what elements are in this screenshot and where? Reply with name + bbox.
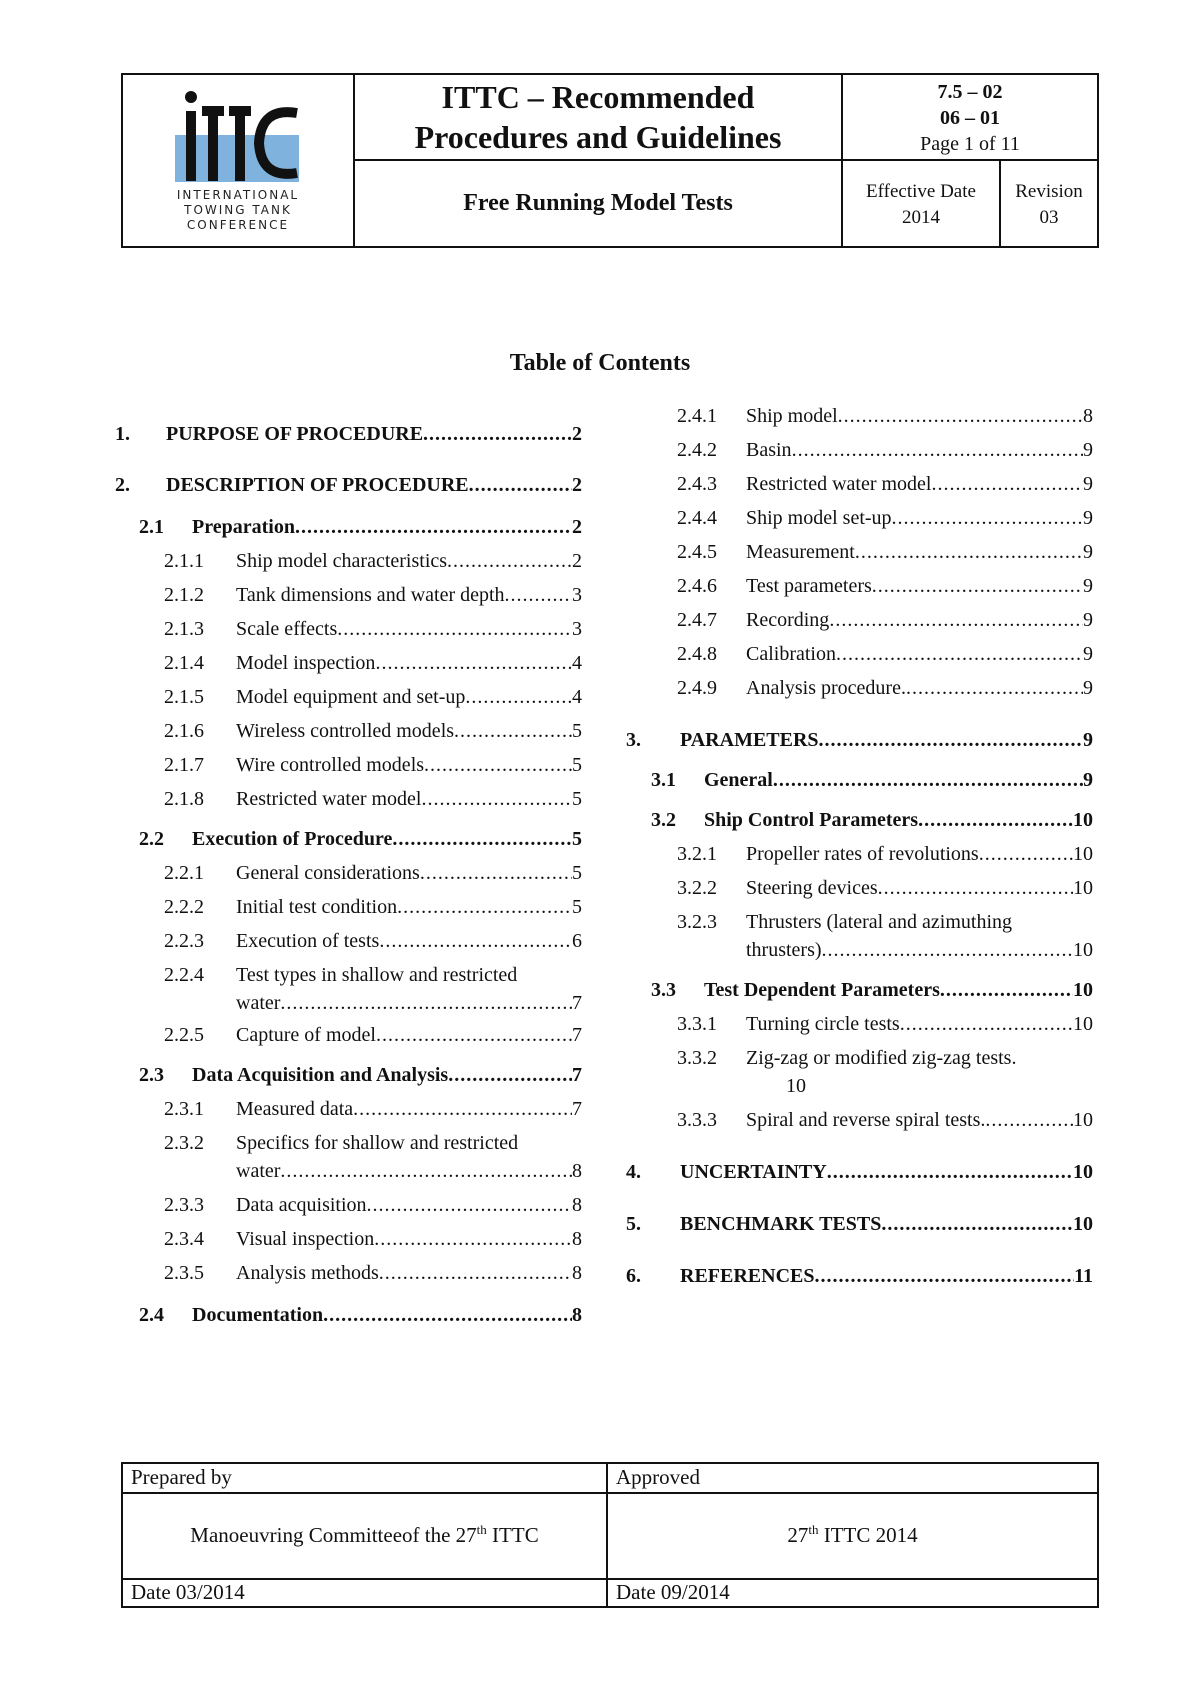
toc-page-number: 7: [572, 1024, 582, 1046]
toc-entry[interactable]: [192, 1304, 582, 1327]
toc-number: 3.: [626, 729, 641, 751]
toc-entry-label: Ship Control Parameters: [704, 809, 919, 831]
toc-entry[interactable]: [746, 473, 1093, 496]
toc-entry[interactable]: [680, 1265, 1093, 1288]
toc-entry[interactable]: [746, 677, 1093, 700]
toc-entry[interactable]: [746, 911, 1093, 934]
toc-entry-label-line2: 10: [786, 1075, 806, 1097]
toc-page-number: 9: [1083, 677, 1093, 699]
toc-entry[interactable]: [236, 1024, 582, 1047]
toc-leader-dots: [773, 769, 1083, 792]
toc-page-number: 9: [1083, 473, 1093, 495]
toc-leader-dots: [985, 1109, 1073, 1132]
toc-entry[interactable]: [166, 474, 582, 497]
toc-number: 2.1.5: [164, 686, 204, 708]
toc-entry-label: Visual inspection: [236, 1228, 375, 1250]
toc-number: 2.4: [139, 1304, 164, 1326]
toc-page-number: 9: [1083, 729, 1093, 751]
toc-entry[interactable]: [746, 877, 1093, 900]
toc-number: 3.3.3: [677, 1109, 717, 1131]
toc-entry-label: General considerations: [236, 862, 420, 884]
toc-number: 2.1: [139, 516, 164, 538]
toc-entry[interactable]: [746, 643, 1093, 666]
toc-entry-label: Calibration: [746, 643, 836, 665]
toc-page-number: 8: [572, 1194, 582, 1216]
toc-entry[interactable]: [746, 507, 1093, 530]
toc-entry-label: Basin: [746, 439, 792, 461]
toc-leader-dots: [423, 423, 572, 446]
toc-number: 2.4.2: [677, 439, 717, 461]
toc-leader-dots: [422, 788, 573, 811]
toc-leader-dots: [979, 843, 1073, 866]
toc-entry-label: Turning circle tests: [746, 1013, 900, 1035]
toc-entry-label: General: [704, 769, 773, 791]
prepared-by-label: Prepared by: [131, 1465, 232, 1489]
toc-number: 2.4.6: [677, 575, 717, 597]
toc-number: 2.4.3: [677, 473, 717, 495]
toc-entry-label: Scale effects: [236, 618, 338, 640]
toc-entry[interactable]: [236, 720, 582, 743]
toc-page-number: 3: [572, 618, 582, 640]
toc-entry-label: Specifics for shallow and restricted: [236, 1132, 519, 1154]
toc-entry-label: BENCHMARK TESTS: [680, 1213, 882, 1235]
toc-number: 2.1.7: [164, 754, 204, 776]
prepared-by-value: Manoeuvring Committeeof the 27th ITTC: [190, 1522, 539, 1547]
toc-entry[interactable]: [680, 729, 1093, 752]
toc-leader-dots: [940, 979, 1073, 1002]
toc-number: 2.2: [139, 828, 164, 850]
toc-entry[interactable]: [236, 754, 582, 777]
toc-leader-dots: [906, 677, 1083, 700]
toc-leader-dots: [374, 1228, 572, 1251]
toc-entry[interactable]: [236, 930, 582, 953]
toc-entry-label: Ship model set-up: [746, 507, 892, 529]
toc-entry[interactable]: [704, 809, 1093, 832]
toc-number: 3.2.3: [677, 911, 717, 933]
toc-entry-label: Spiral and reverse spiral tests.: [746, 1109, 986, 1131]
toc-page-number: 9: [1083, 575, 1093, 597]
date-approved: Date 09/2014: [616, 1580, 730, 1604]
toc-leader-dots: [892, 507, 1083, 530]
toc-page-number: 7: [572, 992, 582, 1014]
effective-date: Effective Date 2014: [843, 161, 1001, 246]
toc-entry[interactable]: [236, 652, 582, 675]
toc-leader-dots: [792, 439, 1083, 462]
toc-entry-label: PARAMETERS: [680, 729, 819, 751]
toc-entry-label: DESCRIPTION OF PROCEDURE: [166, 474, 469, 496]
toc-entry-label: Execution of Procedure: [192, 828, 393, 850]
toc-page-number: 4: [572, 652, 582, 674]
ittc-logo: [169, 83, 309, 188]
toc-page-number: 10: [1073, 1161, 1093, 1183]
toc-page-number: 7: [572, 1064, 582, 1086]
toc-leader-dots: [465, 686, 572, 709]
toc-entry-label: Propeller rates of revolutions: [746, 843, 979, 865]
toc-number: 3.3.1: [677, 1013, 717, 1035]
toc-page-number: 5: [572, 720, 582, 742]
toc-number: 2.2.4: [164, 964, 204, 986]
toc-entry[interactable]: [236, 896, 582, 919]
toc-leader-dots: [392, 828, 572, 851]
toc-leader-dots: [827, 1161, 1073, 1184]
toc-entry[interactable]: [704, 769, 1093, 792]
revision: Revision 03: [1015, 181, 1083, 228]
toc-number: 6.: [626, 1265, 641, 1287]
toc-leader-dots: [454, 720, 572, 743]
toc-page-number: 9: [1083, 643, 1093, 665]
toc-entry[interactable]: [680, 1213, 1093, 1236]
toc-page-number: 8: [572, 1160, 582, 1182]
toc-entry[interactable]: [236, 862, 582, 885]
toc-entry[interactable]: [236, 584, 582, 607]
toc-number: 2.2.3: [164, 930, 204, 952]
toc-number: 2.3.5: [164, 1262, 204, 1284]
toc-number: 3.3: [651, 979, 676, 1001]
doc-code: [843, 75, 1097, 161]
toc-entry-label-line2: water: [236, 1160, 281, 1182]
toc-page-number: 10: [1073, 843, 1093, 865]
toc-number: 3.1: [651, 769, 676, 791]
toc-leader-dots: [376, 1024, 572, 1047]
toc-number: 2.4.7: [677, 609, 717, 631]
toc-entry[interactable]: [236, 1132, 582, 1155]
toc-leader-dots: [379, 930, 572, 953]
date-prepared: Date 03/2014: [131, 1580, 245, 1604]
toc-entry-continuation[interactable]: [236, 1160, 582, 1183]
toc-leader-dots: [814, 1265, 1074, 1288]
toc-page-number: 9: [1083, 439, 1093, 461]
toc-entry-label: Ship model: [746, 405, 838, 427]
toc-number: 3.3.2: [677, 1047, 717, 1069]
toc-entry-label: Initial test condition: [236, 896, 398, 918]
toc-leader-dots: [447, 550, 572, 573]
toc-leader-dots: [397, 896, 572, 919]
toc-leader-dots: [881, 1213, 1073, 1236]
toc-entry[interactable]: [746, 609, 1093, 632]
toc-page-number: 3: [572, 584, 582, 606]
toc-number: 2.4.4: [677, 507, 717, 529]
toc-entry[interactable]: [746, 843, 1093, 866]
toc-entry[interactable]: [236, 550, 582, 573]
toc-number: 2.3.2: [164, 1132, 204, 1154]
toc-entry-label: Capture of model: [236, 1024, 376, 1046]
toc-entry[interactable]: [746, 405, 1093, 428]
toc-entry[interactable]: [236, 1098, 582, 1121]
toc-entry[interactable]: [236, 1262, 582, 1285]
toc-entry[interactable]: [192, 828, 582, 851]
toc-page-number: 10: [1073, 939, 1093, 961]
toc-number: 2.2.2: [164, 896, 204, 918]
toc-entry-continuation[interactable]: [786, 1075, 1093, 1098]
page-number: Page 1 of 11: [920, 133, 1020, 155]
toc-entry[interactable]: [680, 1161, 1093, 1184]
toc-page-number: 10: [1073, 809, 1093, 831]
toc-entry[interactable]: [236, 788, 582, 811]
toc-page-number: 11: [1074, 1265, 1093, 1287]
toc-number: 2.1.4: [164, 652, 204, 674]
toc-number: 2.1.1: [164, 550, 204, 572]
toc-entry-label: Data acquisition: [236, 1194, 367, 1216]
toc-entry[interactable]: [236, 964, 582, 987]
toc-leader-dots: [280, 992, 572, 1015]
toc-leader-dots: [448, 1064, 572, 1087]
toc-page-number: 2: [572, 474, 582, 496]
toc-entry-label: Thrusters (lateral and azimuthing: [746, 911, 1013, 933]
toc-page-number: 10: [1073, 1213, 1093, 1235]
toc-entry[interactable]: [192, 516, 582, 539]
toc-entry-label: Wire controlled models: [236, 754, 425, 776]
toc-entry-label: Wireless controlled models: [236, 720, 455, 742]
toc-entry[interactable]: [236, 618, 582, 641]
toc-entry-label: UNCERTAINTY: [680, 1161, 827, 1183]
toc-number: 2.3.3: [164, 1194, 204, 1216]
doc-title: ITTC – Recommended Procedures and Guidelines: [355, 75, 843, 161]
toc-leader-dots: [855, 541, 1083, 564]
toc-entry-label: Model equipment and set-up: [236, 686, 466, 708]
toc-page-number: 10: [1073, 1013, 1093, 1035]
toc-number: 2.4.8: [677, 643, 717, 665]
toc-entry-label-line2: water: [236, 992, 281, 1014]
toc-entry[interactable]: [236, 686, 582, 709]
toc-entry-label: Steering devices: [746, 877, 878, 899]
toc-number: 3.2.1: [677, 843, 717, 865]
toc-leader-dots: [323, 1304, 572, 1327]
toc-page-number: 9: [1083, 507, 1093, 529]
toc-page-number: 9: [1083, 609, 1093, 631]
toc-number: 2.: [115, 474, 130, 496]
approval-table: [121, 1462, 1099, 1608]
toc-leader-dots: [932, 473, 1084, 496]
toc-leader-dots: [878, 877, 1073, 900]
toc-entry-label: Model inspection: [236, 652, 376, 674]
toc-entry-label: Test parameters: [746, 575, 872, 597]
toc-entry-label: Preparation: [192, 516, 295, 538]
toc-page-number: 10: [1073, 1109, 1093, 1131]
toc-page-number: 2: [572, 423, 582, 445]
toc-page-number: 8: [572, 1304, 582, 1326]
toc-entry-label: Analysis methods: [236, 1262, 379, 1284]
toc-number: 5.: [626, 1213, 641, 1235]
toc-leader-dots: [295, 516, 572, 539]
toc-entry-continuation[interactable]: [746, 939, 1093, 962]
toc-number: 2.1.8: [164, 788, 204, 810]
toc-entry-label: Ship model characteristics: [236, 550, 448, 572]
toc-number: 2.3: [139, 1064, 164, 1086]
toc-number: 2.4.9: [677, 677, 717, 699]
toc-entry-continuation[interactable]: [236, 992, 582, 1015]
toc-page-number: 2: [572, 516, 582, 538]
toc-leader-dots: [900, 1013, 1073, 1036]
toc-leader-dots: [872, 575, 1083, 598]
toc-entry-label: Restricted water model: [236, 788, 422, 810]
toc-leader-dots: [353, 1098, 572, 1121]
toc-page-number: 5: [572, 862, 582, 884]
logo-cell: [123, 75, 355, 246]
toc-entry-label: Execution of tests: [236, 930, 380, 952]
toc-leader-dots: [505, 584, 572, 607]
toc-leader-dots: [337, 618, 572, 641]
toc-number: 2.4.5: [677, 541, 717, 563]
toc-number: 2.4.1: [677, 405, 717, 427]
approved-label: Approved: [616, 1465, 700, 1489]
toc-entry[interactable]: [236, 1228, 582, 1251]
toc-number: 3.2.2: [677, 877, 717, 899]
toc-entry-label: Documentation: [192, 1304, 324, 1326]
toc-entry[interactable]: [746, 1109, 1093, 1132]
toc-entry-label: Measurement: [746, 541, 855, 563]
toc-page-number: 4: [572, 686, 582, 708]
toc-page-number: 10: [1073, 979, 1093, 1001]
toc-entry[interactable]: [746, 575, 1093, 598]
toc-page-number: 10: [1073, 877, 1093, 899]
code-line-2: 06 – 01: [940, 107, 1000, 129]
toc-entry-label: PURPOSE OF PROCEDURE: [166, 423, 424, 445]
toc-number: 2.2.1: [164, 862, 204, 884]
toc-leader-dots: [469, 474, 572, 497]
approved-value: 27th ITTC 2014: [787, 1522, 918, 1547]
toc-leader-dots: [829, 609, 1083, 632]
toc-leader-dots: [280, 1160, 572, 1183]
toc-page-number: 5: [572, 754, 582, 776]
toc-number: 3.2: [651, 809, 676, 831]
toc-page-number: 9: [1083, 769, 1093, 791]
toc-entry[interactable]: [746, 1013, 1093, 1036]
toc-entry[interactable]: [166, 423, 582, 446]
toc-number: 2.1.6: [164, 720, 204, 742]
toc-page-number: 8: [572, 1228, 582, 1250]
toc-leader-dots: [836, 643, 1083, 666]
toc-number: 2.3.1: [164, 1098, 204, 1120]
document-header: [121, 73, 1099, 248]
toc-page-number: 8: [572, 1262, 582, 1284]
toc-leader-dots: [819, 729, 1083, 752]
toc-entry-label: Recording: [746, 609, 830, 631]
toc-page-number: 6: [572, 930, 582, 952]
toc-entry-label: Test types in shallow and restricted: [236, 964, 518, 986]
toc-page-number: 9: [1083, 541, 1093, 563]
toc-number: 2.1.2: [164, 584, 204, 606]
toc-entry[interactable]: [192, 1064, 582, 1087]
toc-entry[interactable]: [704, 979, 1093, 1002]
toc-entry-label: Measured data: [236, 1098, 354, 1120]
toc-page-number: 5: [572, 896, 582, 918]
logo-wordmark: INTERNATIONAL TOWING TANK CONFERENCE: [176, 188, 300, 232]
toc-number: 2.3.4: [164, 1228, 204, 1250]
toc-entry[interactable]: [746, 1047, 1093, 1070]
toc-leader-dots: [424, 754, 572, 777]
toc-page-number: 8: [1083, 405, 1093, 427]
toc-entry-label: Test Dependent Parameters: [704, 979, 940, 1001]
toc-page-number: 7: [572, 1098, 582, 1120]
toc-page-number: 5: [572, 788, 582, 810]
toc-entry-label: Zig-zag or modified zig-zag tests.: [746, 1047, 1017, 1069]
toc-leader-dots: [420, 862, 572, 885]
doc-subtitle: Free Running Model Tests: [355, 161, 843, 246]
toc-entry-label-line2: thrusters): [746, 939, 822, 961]
toc-number: 2.1.3: [164, 618, 204, 640]
toc-entry-label: Tank dimensions and water depth: [236, 584, 505, 606]
toc-entry-label: Restricted water model: [746, 473, 932, 495]
toc-title: Table of Contents: [509, 350, 691, 376]
toc-number: 1.: [115, 423, 130, 445]
toc-entry-label: Data Acquisition and Analysis: [192, 1064, 449, 1086]
toc-page-number: 2: [572, 550, 582, 572]
toc-entry-label: REFERENCES: [680, 1265, 815, 1287]
toc-entry[interactable]: [236, 1194, 582, 1217]
toc-entry[interactable]: [746, 541, 1093, 564]
toc-entry[interactable]: [746, 439, 1093, 462]
toc-number: 4.: [626, 1161, 641, 1183]
toc-leader-dots: [367, 1194, 572, 1217]
toc-leader-dots: [379, 1262, 572, 1285]
toc-number: 2.2.5: [164, 1024, 204, 1046]
toc-leader-dots: [375, 652, 572, 675]
toc-leader-dots: [918, 809, 1073, 832]
toc-entry-label: Analysis procedure.: [746, 677, 906, 699]
code-line-1: 7.5 – 02: [937, 81, 1003, 103]
toc-page-number: 5: [572, 828, 582, 850]
toc-leader-dots: [822, 939, 1073, 962]
toc-leader-dots: [838, 405, 1083, 428]
